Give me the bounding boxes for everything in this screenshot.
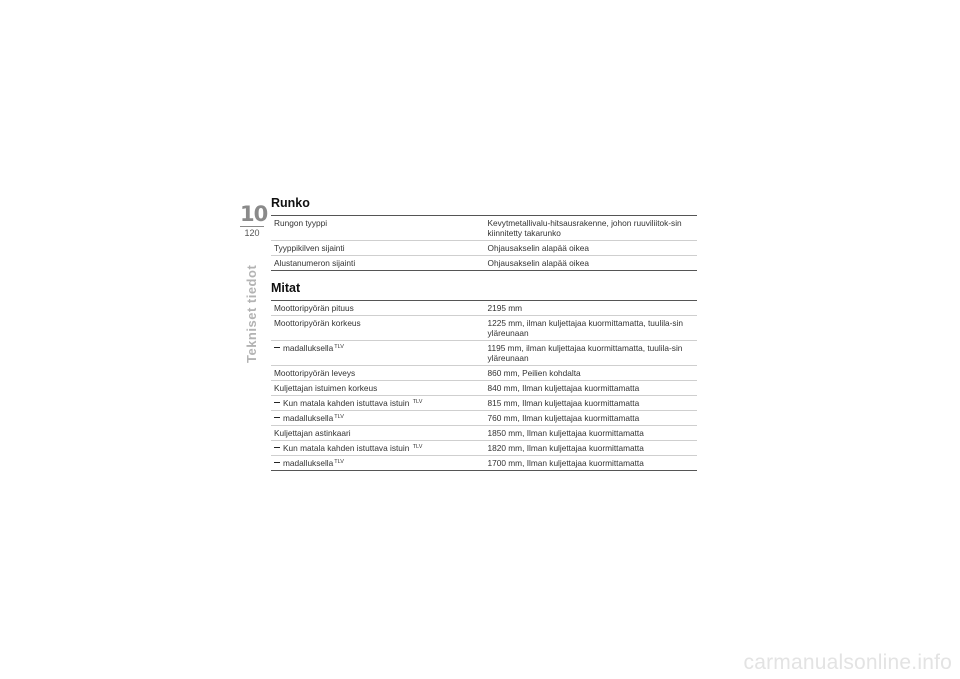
spec-label: Tyyppikilven sijainti: [271, 241, 485, 256]
table-row: [271, 241, 697, 256]
spec-value: 2195 mm: [487, 303, 523, 313]
spec-label-text: madalluksella: [283, 343, 334, 353]
tlv-superscript: TLV: [334, 344, 344, 350]
spec-label-text: madalluksella: [283, 413, 334, 423]
chapter-number: 10: [240, 202, 268, 226]
spec-value: 860 mm, Peilien kohdalta: [485, 366, 698, 381]
dash-icon: [274, 462, 280, 463]
spec-label: Kuljettajan istuimen korkeus: [271, 381, 485, 396]
table-row: [271, 216, 697, 241]
spec-label: Alustanumeron sijainti: [271, 256, 485, 271]
table-row: [271, 301, 697, 316]
tlv-superscript: TLV: [334, 414, 344, 420]
spec-value: 1820 mm, Ilman kuljettajaa kuormittamatta: [485, 441, 698, 456]
spec-label: Moottoripyörän pituus: [274, 303, 354, 313]
table-row: [271, 411, 697, 426]
spec-label: Moottoripyörän korkeus: [271, 316, 485, 341]
spec-label-text: madalluksella: [283, 458, 334, 468]
table-row: [271, 381, 697, 396]
dash-icon: [274, 402, 280, 403]
spec-label-text: Kun matala kahden istuttava istuin: [283, 398, 410, 408]
table-row: [271, 256, 697, 271]
tlv-superscript: TLV: [412, 399, 423, 405]
spec-label-sub: [271, 456, 485, 471]
table-row: [271, 456, 697, 471]
spec-value: Ohjausakselin alapää oikea: [485, 256, 698, 271]
table-row: [271, 366, 697, 381]
spec-value: Ohjausakselin alapää oikea: [485, 241, 698, 256]
tlv-superscript: TLV: [334, 459, 344, 465]
watermark-text: carmanualsonline.info: [743, 651, 952, 674]
table-row: [271, 341, 697, 366]
spec-label: Kuljettajan astinkaari: [271, 426, 485, 441]
spec-label-sub: [271, 441, 485, 456]
chapter-title: Tekniset tiedot: [244, 264, 259, 363]
section-title-runko: Runko: [271, 196, 310, 210]
spec-value: 1850 mm, Ilman kuljettajaa kuormittamatta: [485, 426, 698, 441]
dash-icon: [274, 447, 280, 448]
dash-icon: [274, 347, 280, 348]
spec-table-mitat: [271, 300, 697, 471]
spec-value: 760 mm, Ilman kuljettajaa kuormittamatta: [485, 411, 698, 426]
tlv-superscript: TLV: [412, 444, 423, 450]
spec-value: 1700 mm, Ilman kuljettajaa kuormittamatta: [485, 456, 698, 471]
spec-value: 1225 mm, ilman kuljettajaa kuormittamatta, tuulila-sin yläreunaan: [485, 316, 698, 341]
table-row: [271, 426, 697, 441]
spec-value: 1195 mm, ilman kuljettajaa kuormittamatta, tuulila-sin yläreunaan: [485, 341, 698, 366]
spec-value: Kevytmetallivalu-hitsausrakenne, johon ruuviliitok-sin kiinnitetty takarunko: [487, 218, 682, 238]
spec-table-runko: [271, 215, 697, 271]
page-content: [271, 196, 697, 471]
spec-label: Rungon tyyppi: [274, 218, 328, 228]
spec-label-sub: [271, 396, 485, 411]
section-title-mitat: Mitat: [271, 281, 301, 295]
spec-label-text: Kun matala kahden istuttava istuin: [283, 443, 410, 453]
chapter-marker: [240, 202, 268, 239]
table-row: [271, 396, 697, 411]
spec-value: 815 mm, Ilman kuljettajaa kuormittamatta: [485, 396, 698, 411]
table-row: [271, 441, 697, 456]
chapter-divider: [240, 226, 264, 227]
spec-label-sub: [271, 411, 485, 426]
spec-value: 840 mm, Ilman kuljettajaa kuormittamatta: [485, 381, 698, 396]
spec-label-sub: [271, 341, 485, 366]
dash-icon: [274, 417, 280, 418]
spec-label: Moottoripyörän leveys: [271, 366, 485, 381]
table-row: [271, 316, 697, 341]
chapter-side-title: [242, 264, 262, 363]
page-number: 120: [244, 228, 260, 238]
